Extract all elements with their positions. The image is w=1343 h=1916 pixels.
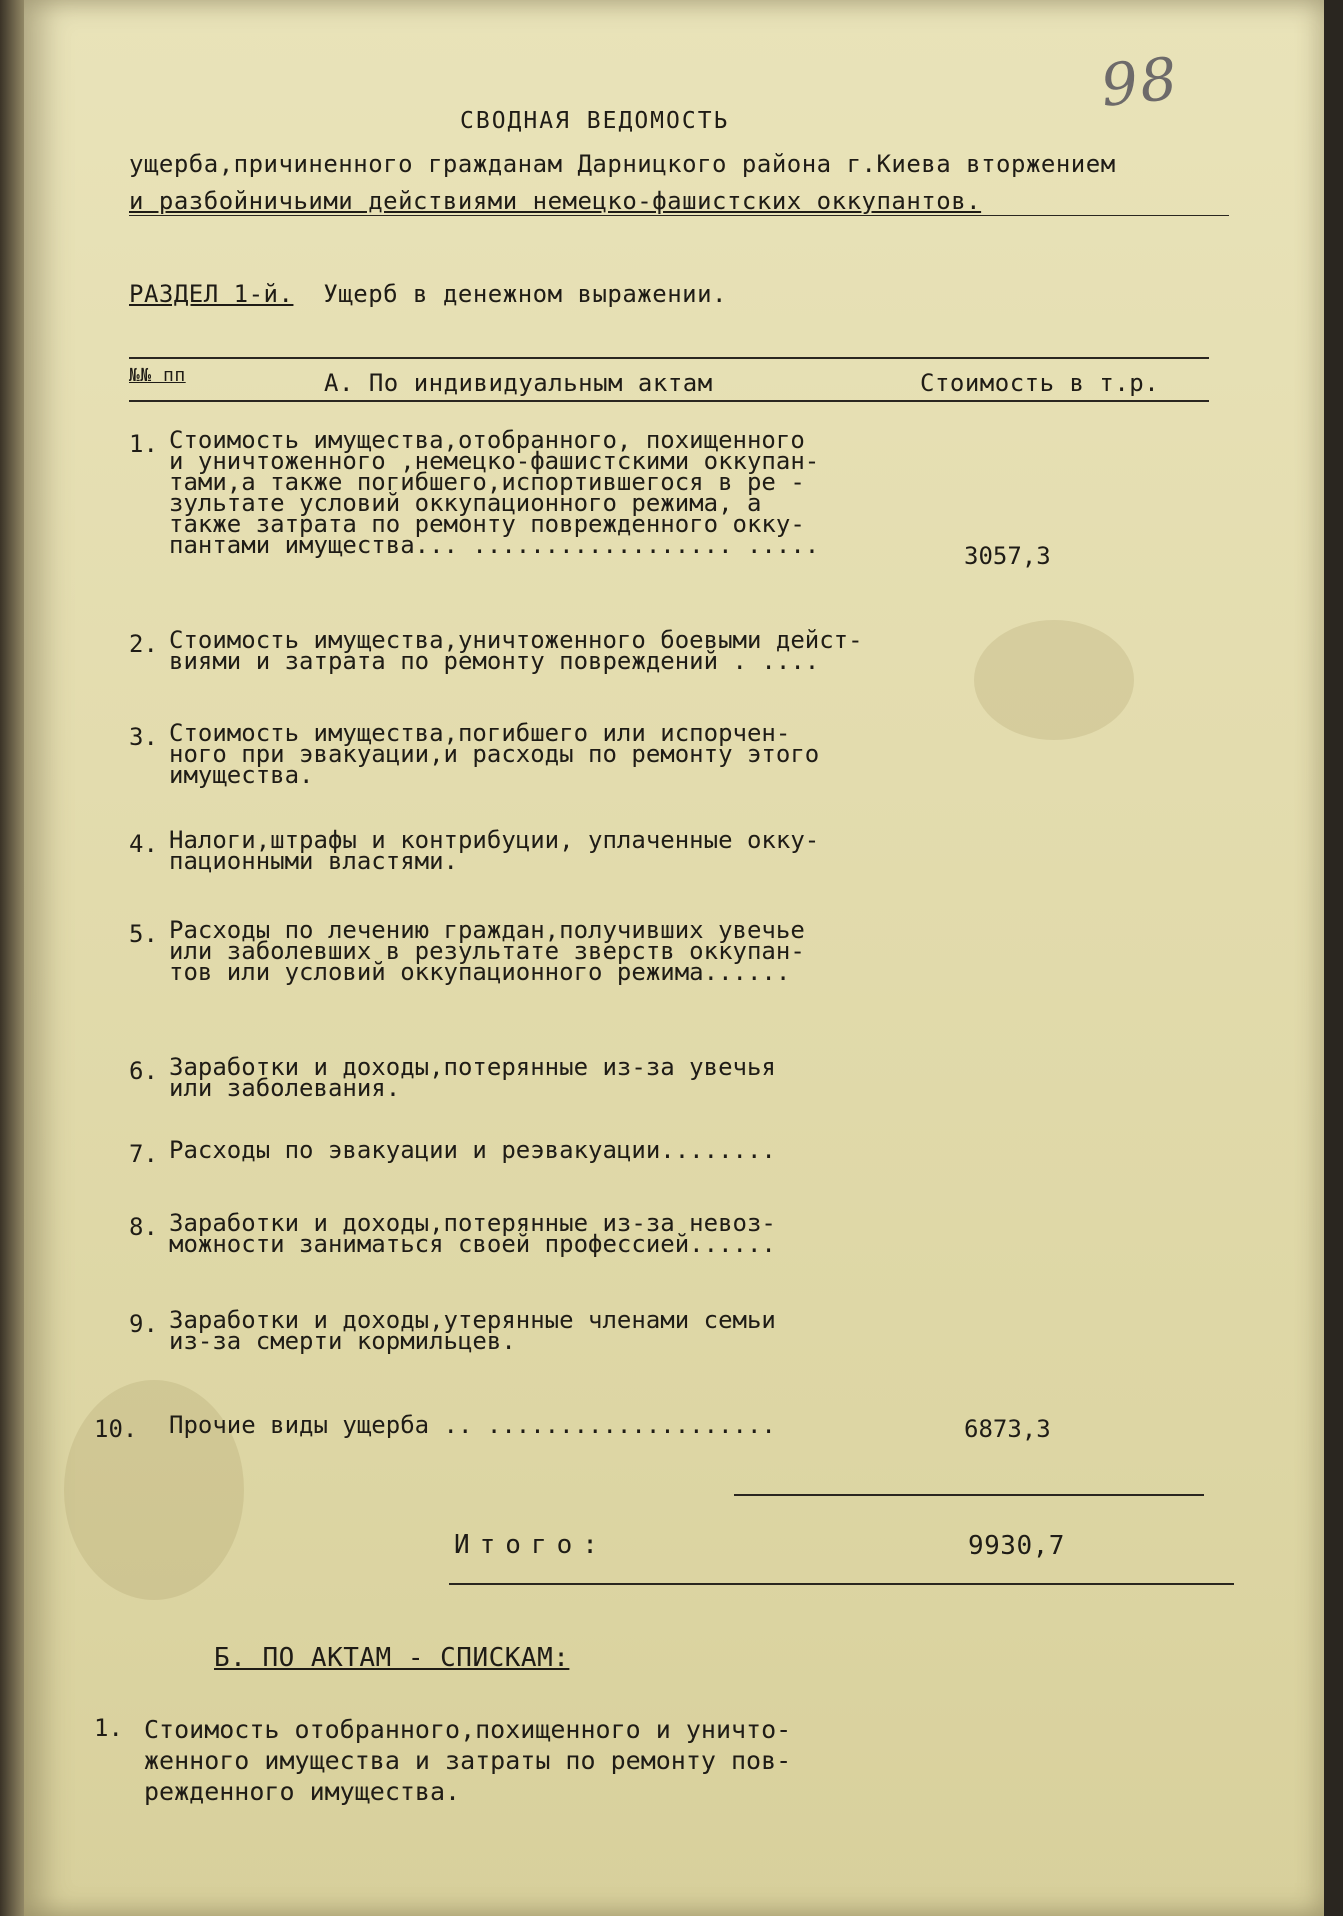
item-text: Заработки и доходы,потерянные из-за невоз- можности заниматься своей профессией...... — [169, 1209, 776, 1258]
table-top-rule — [129, 357, 1209, 359]
subtitle-line-1: ущерба,причиненного гражданам Дарницкого района г.Киева вторжением — [129, 150, 1116, 178]
item-text: Заработки и доходы,утерянные членами семьи из-за смерти кормильцев. — [169, 1306, 776, 1355]
column-header-title: А. По индивидуальным актам — [324, 369, 713, 397]
item-number: 1. — [129, 430, 158, 458]
item-number: 3. — [129, 723, 158, 751]
subtitle-line-2: и разбойничьими действиями немецко-фашистских оккупантов. — [129, 187, 982, 215]
item-text: Расходы по лечению граждан,получивших увечье или заболевших в результате зверств оккупан- тов или условий оккупационного режима...... — [169, 916, 805, 986]
page-number: 98 — [1097, 44, 1183, 120]
item-number: 6. — [129, 1057, 158, 1085]
item-text: Прочие виды ущерба .. .................... — [169, 1411, 776, 1439]
section-b-title: Б. ПО АКТАМ - СПИСКАМ: — [214, 1643, 570, 1673]
item-number: 7. — [129, 1140, 158, 1168]
total-rule — [449, 1583, 1234, 1585]
section-text: Ущерб в денежном выражении. — [323, 280, 727, 308]
item-text: Стоимость имущества,погибшего или испорчен- ного при эвакуации,и расходы по ремонту этого имущества. — [169, 719, 820, 789]
item-text: Стоимость имущества,уничтоженного боевыми дейст- виями и затрата по ремонту повреждений . .... — [169, 626, 863, 675]
item-value: 3057,3 — [964, 542, 1051, 570]
item-text: Налоги,штрафы и контрибуции, уплаченные окку- пационными властями. — [169, 826, 820, 875]
item-value: 6873,3 — [964, 1415, 1051, 1443]
section-label: РАЗДЕЛ 1-й. — [129, 280, 294, 308]
total-label: Итого: — [454, 1530, 608, 1560]
divider — [129, 215, 1229, 216]
item-number: 5. — [129, 920, 158, 948]
sum-rule — [734, 1494, 1204, 1496]
table-header-rule — [129, 400, 1209, 402]
document-title: СВОДНАЯ ВЕДОМОСТЬ — [460, 108, 730, 134]
item-number: 4. — [129, 830, 158, 858]
column-header-cost: Стоимость в т.р. — [920, 369, 1160, 397]
section-heading — [129, 280, 727, 308]
document-page — [24, 0, 1324, 1916]
item-text: Заработки и доходы,потерянные из-за увечья или заболевания. — [169, 1053, 776, 1102]
item-number: 10. — [94, 1415, 138, 1443]
paper-stain — [974, 620, 1134, 740]
item-text: Расходы по эвакуации и реэвакуации........ — [169, 1136, 776, 1164]
item-number: 1. — [94, 1714, 123, 1742]
item-text: Стоимость имущества,отобранного, похищенного и уничтоженного ,немецко-фашистскими оккупан- тами,а также погибшего,испортившегося в ре - зультате условий оккупационного режима, а также затрата по ремонту поврежденного окку- пантами имущества... .................. ..... — [169, 426, 820, 559]
total-value: 9930,7 — [968, 1531, 1065, 1561]
item-number: 8. — [129, 1213, 158, 1241]
column-header-number: №№ пп — [129, 365, 186, 386]
item-number: 2. — [129, 630, 158, 658]
item-text: Стоимость отобранного,похищенного и уничто- женного имущества и затраты по ремонту пов- режденного имущества. — [144, 1715, 792, 1806]
item-number: 9. — [129, 1310, 158, 1338]
